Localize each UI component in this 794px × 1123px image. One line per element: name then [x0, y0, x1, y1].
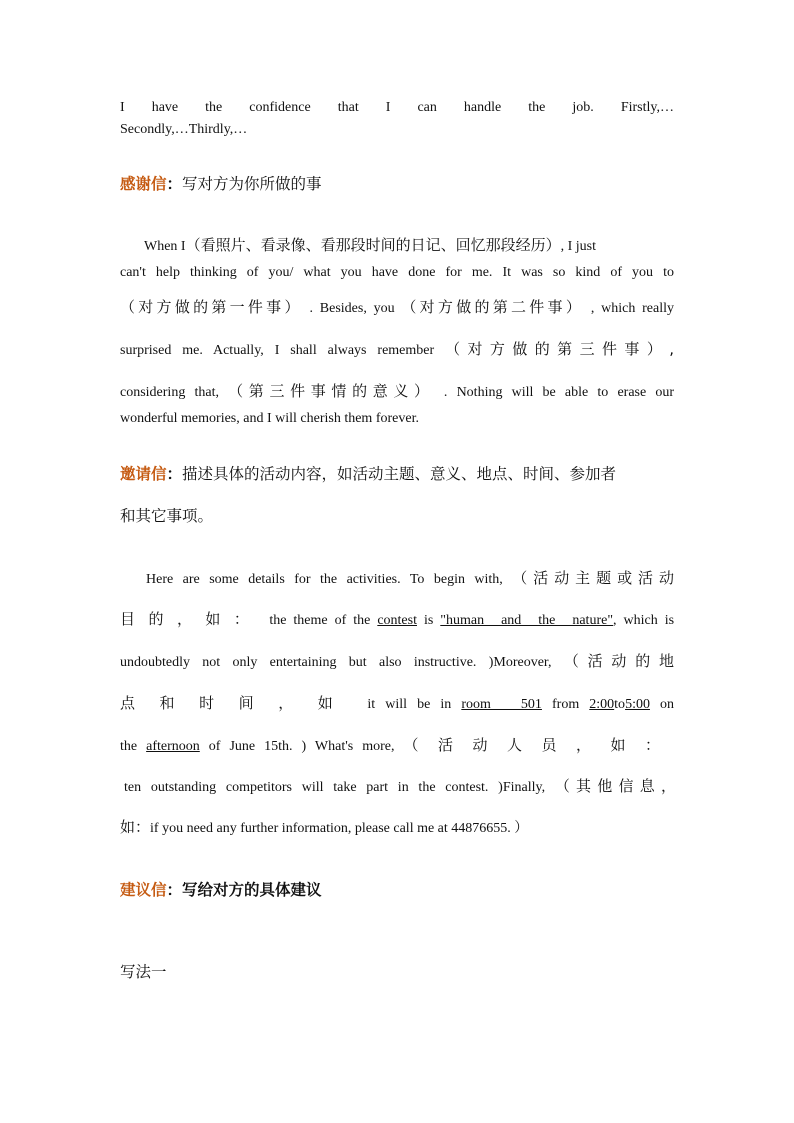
thanks-heading: 感谢信：写对方为你所做的事: [120, 175, 322, 193]
suggest-heading: 建议信：写给对方的具体建议: [120, 881, 322, 899]
invite-line-6: ten outstanding competitors will take part in the contest. )Finally, （其他信息，: [124, 777, 676, 795]
thanks-keyword: 感谢信: [120, 175, 167, 193]
invite-keyword: 邀请信: [120, 465, 167, 483]
invite-line-4: 点和时间，如 it will be in room 501 from 2:00to5:00 on: [120, 694, 675, 712]
thanks-description: 写对方为你所做的事: [182, 175, 322, 193]
invite-heading: 邀请信：描述具体的活动内容，如活动主题、意义、地点、时间、参加者: [120, 465, 617, 483]
invite-description-2: 和其它事项。: [120, 507, 214, 525]
thanks-line-4: surprised me. Actually, I shall always remember （对方做的第三件事）,: [120, 340, 674, 358]
invite-line-7: 如：if you need any further information, please call me at 44876655. ）: [120, 818, 529, 836]
thanks-line-3: （对方做的第一件事） . Besides, you （对方做的第二件事） , which really: [120, 298, 674, 316]
intro-line-2: Secondly,…Thirdly,…: [120, 122, 248, 137]
thanks-line-1: When I（看照片、看录像、看那段时间的日记、回忆那段经历）, I just: [144, 236, 596, 254]
thanks-line-2: can't help thinking of you/ what you have done for me. It was so kind of you to: [120, 265, 674, 280]
thanks-line-6: wonderful memories, and I will cherish them forever.: [120, 411, 419, 426]
invite-description: 描述具体的活动内容，如活动主题、意义、地点、时间、参加者: [182, 465, 617, 483]
invite-line-2: 目的，如： the theme of the contest is "human and the nature", which is: [120, 610, 675, 628]
suggest-description: 写给对方的具体建议: [182, 881, 322, 899]
intro-line-1: I have the confidence that I can handle the job. Firstly,…: [120, 100, 674, 115]
invite-line-1: Here are some details for the activities. To begin with, （活动主题或活动: [146, 569, 674, 587]
invite-line-5: the afternoon of June 15th. ) What's more, （活动人员，如：: [120, 736, 675, 754]
thanks-line-5: considering that, （第三件事情的意义） . Nothing will be able to erase our: [120, 382, 675, 400]
suggest-keyword: 建议信: [120, 881, 167, 899]
suggest-method: 写法一: [120, 963, 167, 981]
invite-line-3: undoubtedly not only entertaining but also instructive. )Moreover, （活动的地: [120, 652, 674, 670]
